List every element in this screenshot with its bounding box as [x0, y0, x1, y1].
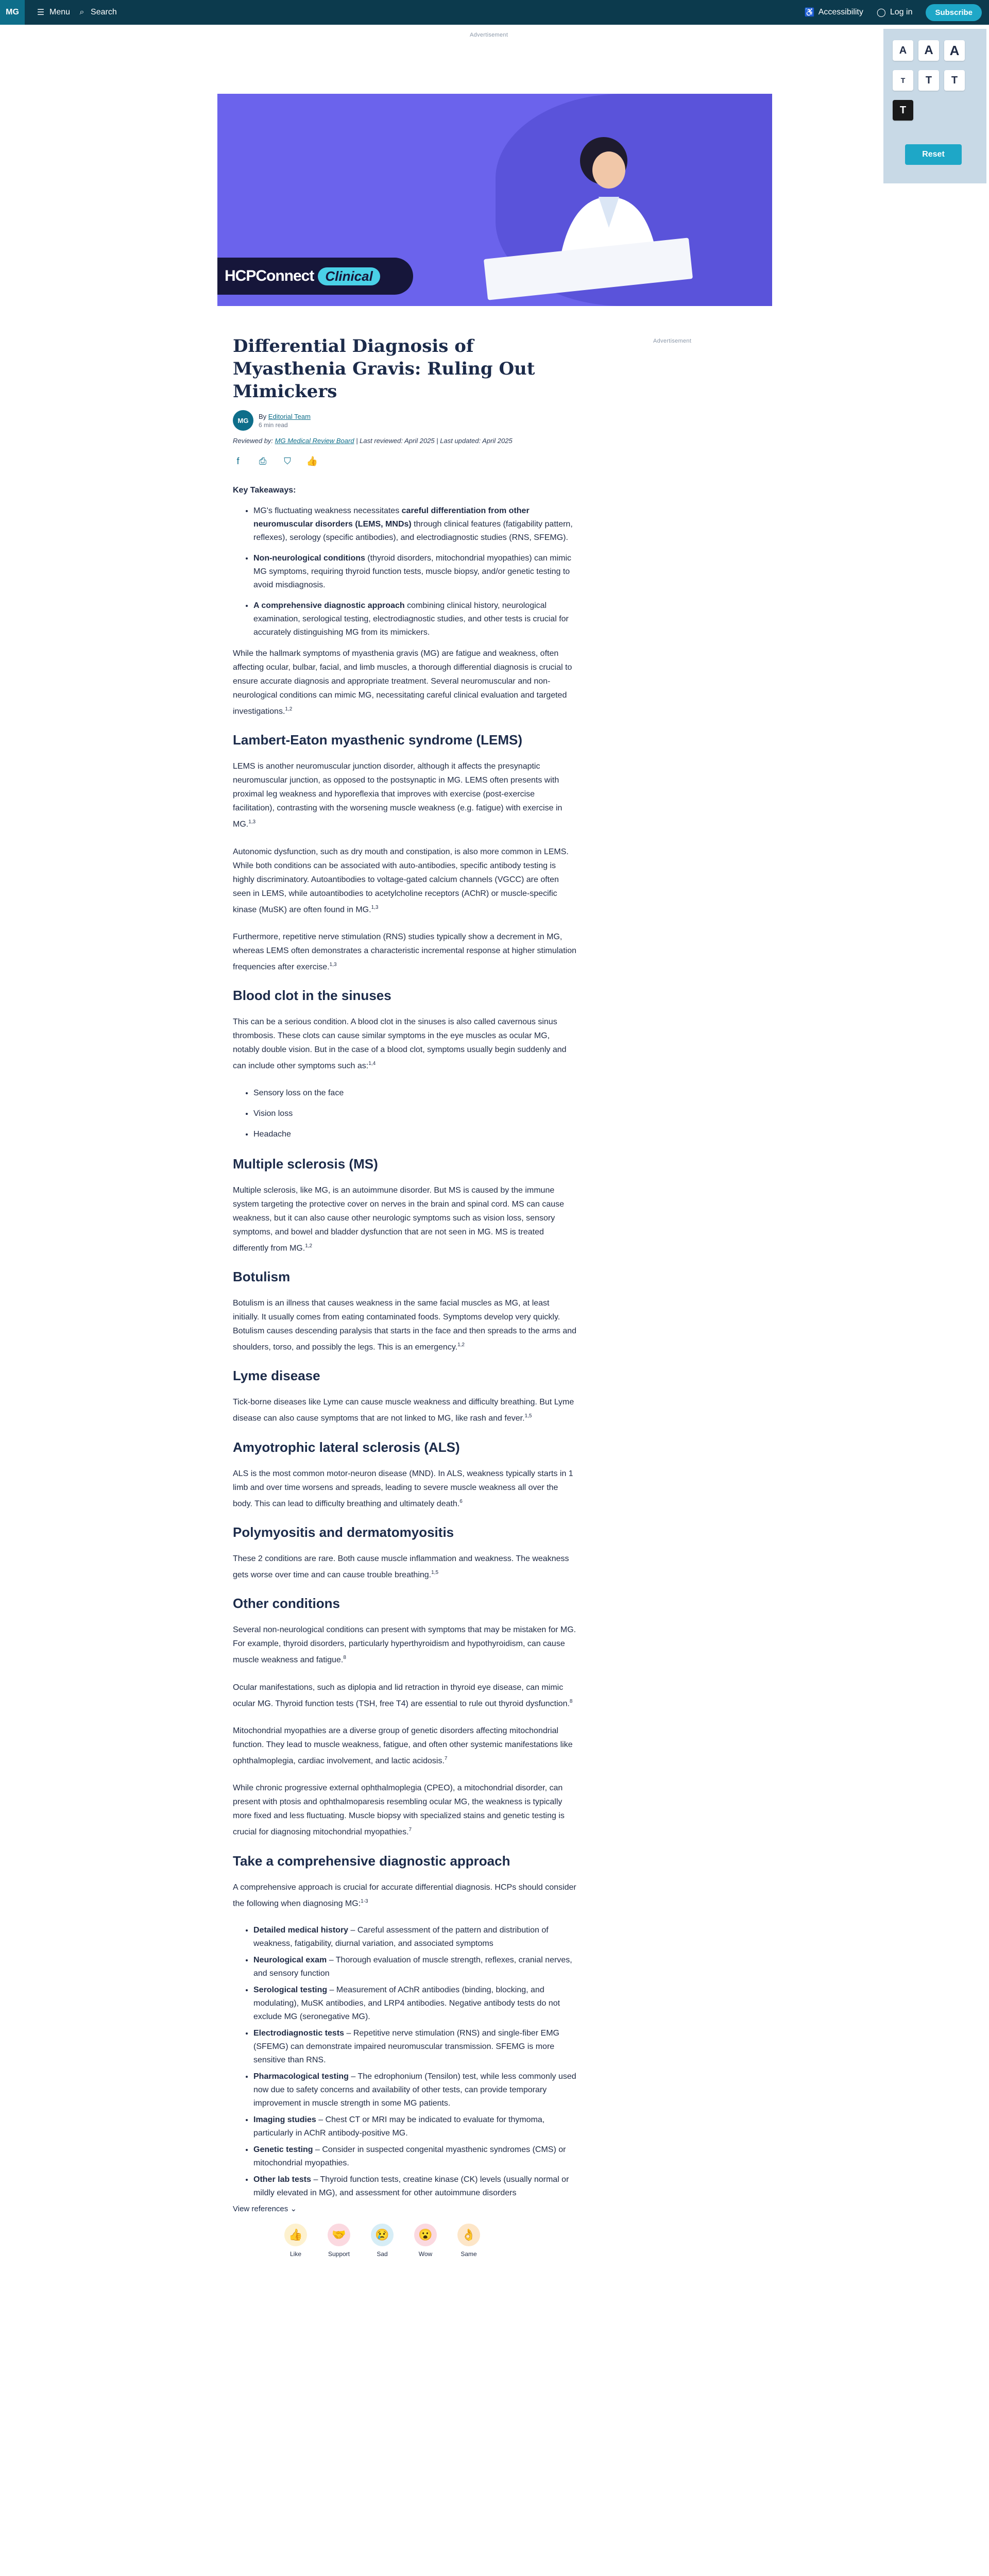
article [233, 335, 577, 2258]
paragraph [233, 759, 577, 831]
thumbs-up-icon: 👍 [284, 2224, 307, 2246]
reset-button[interactable]: Reset [905, 144, 962, 165]
print-icon[interactable]: ⎙ [259, 455, 267, 466]
list-item [253, 2113, 577, 2140]
key-takeaways [233, 486, 577, 639]
citation[interactable]: 1,5 [524, 1413, 532, 1419]
paragraph-text: Ocular manifestations, such as diplopia and lid retraction in thyroid eye disease, can mimic ocular MG. Thyroid function tests (TSH, free T4) are essential to rule out thyroid dysfunction. [233, 1683, 570, 1708]
paragraph [233, 1623, 577, 1667]
citation[interactable]: 1,3 [329, 961, 337, 968]
citation[interactable]: 1,2 [457, 1342, 465, 1348]
view-references-toggle[interactable]: View references ⌄ [233, 2204, 297, 2213]
login-label: Log in [890, 8, 913, 16]
item-text: – Consider in suspected congenital myasthenic syndromes (CMS) or mitochondrial myopathies. [253, 2145, 566, 2167]
byline [233, 410, 577, 431]
item-bold: Pharmacological testing [253, 2072, 349, 2081]
paragraph-text: These 2 conditions are rare. Both cause muscle inflammation and weakness. The weakness gets worse over time and can cause trouble breathing. [233, 1554, 569, 1580]
list-item [253, 2173, 577, 2200]
text-size-default-button[interactable] [893, 40, 913, 61]
kt-bold: careful differentiation from other neuromuscular disorders (LEMS, MNDs) [253, 506, 530, 529]
diagnostic-list [233, 1924, 577, 2200]
section-heading: Lambert-Eaton myasthenic syndrome (LEMS) [233, 732, 522, 748]
brand-tag: Clinical [318, 267, 380, 285]
item-bold: Serological testing [253, 1985, 328, 1994]
text-size-label: A [899, 44, 907, 56]
ok-hand-icon: 👌 [457, 2224, 480, 2246]
list-item [253, 2027, 577, 2067]
citation[interactable]: 8 [343, 1655, 346, 1661]
paragraph [233, 1296, 577, 1354]
reaction-like[interactable] [284, 2224, 307, 2258]
citation[interactable]: 6 [459, 1498, 463, 1504]
text-size-larger-button[interactable] [944, 40, 965, 61]
wow-face-icon: 😮 [414, 2224, 437, 2246]
paragraph-text: This can be a serious condition. A blood clot in the sinuses is also called cavernous sinus thrombosis. These clots can cause similar symptoms in the eye muscles as ocular MG, notably double vision. But in the case of a blood clot, symptoms usually begin suddenly and can include other symptoms such as: [233, 1018, 567, 1071]
list-item [253, 2143, 577, 2170]
contrast-label: T [951, 74, 958, 86]
intro-paragraph [233, 647, 577, 718]
reviewer-link[interactable]: MG Medical Review Board [275, 437, 354, 445]
accessibility-label: Accessibility [818, 8, 863, 16]
paragraph-text: LEMS is another neuromuscular junction disorder, although it affects the presynaptic neuromuscular junction, as opposed to the postsynaptic in MG. LEMS often presents with proximal leg weakness and hyporeflexia that improves with exercise (post-exercise facilitation), contrasting with the worsening muscle weakness (e.g. fatigue) with exercise in MG. [233, 762, 562, 829]
sad-face-icon: 😢 [371, 2224, 394, 2246]
text-size-label: A [949, 42, 960, 58]
paragraph-text: Botulism is an illness that causes weakness in the same facial muscles as MG, at least initially. It usually comes from eating contaminated foods. Symptoms develop very quickly. Botulism causes descending paralysis that starts in the face and then spreads to the arms and shoulders, torso, and possibly the legs. This is an emergency. [233, 1298, 577, 1352]
contrast-label: T [899, 104, 907, 116]
list-item: • Vision loss [253, 1107, 577, 1121]
item-bold: Detailed medical history [253, 1925, 349, 1935]
hero-image [217, 94, 772, 306]
text-size-label: A [924, 43, 933, 57]
accessibility-panel [883, 29, 986, 183]
section-heading: Polymyositis and dermatomyositis [233, 1524, 454, 1540]
paragraph-text: Autonomic dysfunction, such as dry mouth and constipation, is also more common in LEMS. While both conditions can be associated with auto-antibodies, specific antibody testing is highly discriminatory. Autoantibodies to voltage-gated calcium channels (VGCC) are often seen in LEMS, while autoantibodies to acetylcholine receptors (AChR) or muscle-specific kinase (MuSK) are often found in MG. [233, 847, 569, 914]
paragraph-text: Tick-borne diseases like Lyme can cause muscle weakness and difficulty breathing. But Lyme disease can also cause symptoms that are not linked to MG, like rash and fever. [233, 1398, 574, 1423]
read-time: 6 min read [259, 421, 288, 429]
list-item [253, 552, 577, 592]
user-icon: ◯ [876, 8, 886, 17]
list-item: • Headache [253, 1128, 577, 1141]
citation[interactable]: 1-3 [361, 1898, 368, 1904]
accessibility-icon: ♿ [804, 8, 815, 17]
item-text: – The edrophonium (Tensilon) test, while less commonly used now due to safety concerns and availability of other tests, can provide temporary improvement in muscle strength in some MG patients. [253, 2072, 576, 2108]
citation[interactable]: 7 [444, 1755, 448, 1761]
handshake-icon: 🤝 [328, 2224, 350, 2246]
site-logo[interactable]: MG [0, 0, 25, 25]
paragraph [233, 1781, 577, 1839]
item-bold: Imaging studies [253, 2115, 316, 2124]
item-text: – Thyroid function tests, creatine kinase (CK) levels (usually normal or mildly elevated in MG), and assessment for other autoimmune disorders [253, 2175, 569, 2197]
citation[interactable]: 8 [569, 1698, 573, 1704]
search-button[interactable] [77, 8, 117, 17]
kt-text: MG's fluctuating weakness necessitates [253, 506, 402, 515]
paragraph [233, 1395, 577, 1425]
login-button[interactable] [877, 8, 913, 17]
kt-bold: A comprehensive diagnostic approach [253, 601, 405, 610]
list-item: • Sensory loss on the face [253, 1087, 577, 1100]
section-heading: Lyme disease [233, 1368, 320, 1384]
item-text: – Measurement of AChR antibodies (binding, blocking, and modulating), MuSK antibodies, and LRP4 antibodies. Negative antibody tests do not exclude MG (seronegative MG). [253, 1985, 560, 2021]
facebook-icon[interactable]: f [236, 455, 240, 466]
contrast-light-button[interactable] [918, 70, 939, 91]
item-text: – Repetitive nerve stimulation (RNS) and single-fiber EMG (SFEMG) can demonstrate impaired neuromuscular transmission. SFEMG is more sensitive than RNS. [253, 2028, 559, 2064]
author-avatar: MG [233, 410, 253, 431]
contrast-label: T [925, 74, 932, 86]
reaction-label: Same [461, 2250, 477, 2258]
list-item [253, 504, 577, 545]
accessibility-button[interactable] [805, 8, 863, 17]
reaction-label: Support [328, 2250, 350, 2258]
reaction-label: Sad [377, 2250, 388, 2258]
paragraph [233, 845, 577, 917]
reaction-label: Wow [418, 2250, 433, 2258]
symptom-list [233, 1087, 577, 1141]
citation[interactable]: 1,3 [248, 819, 256, 825]
search-label: Search [91, 8, 117, 16]
list-item [253, 1924, 577, 1951]
paragraph [233, 1681, 577, 1710]
item-text: – Chest CT or MRI may be indicated to evaluate for thymoma, particularly in AChR antibody-positive MG. [253, 2115, 545, 2138]
ad-label-top: Advertisement [470, 32, 508, 38]
by-label: By [259, 412, 267, 420]
citation[interactable]: 7 [408, 1827, 412, 1833]
like-icon[interactable]: 👍 [306, 455, 318, 466]
item-text: – Thorough evaluation of muscle strength, reflexes, cranial nerves, and sensory function [253, 1955, 572, 1978]
kt-text: combining clinical history, neurological examination, serological testing, electrodiagnostic studies, and other tests is crucial for accurately distinguishing MG from its mimickers. [253, 601, 569, 637]
citation[interactable]: 1,5 [431, 1569, 439, 1575]
item-bold: Neurological exam [253, 1955, 327, 1964]
citation[interactable]: 1,2 [305, 1243, 313, 1249]
section-heading: Amyotrophic lateral sclerosis (ALS) [233, 1439, 460, 1455]
reaction-sad[interactable] [371, 2224, 394, 2258]
hamburger-icon: ☰ [37, 8, 45, 17]
top-nav [0, 0, 989, 25]
contrast-default-button[interactable] [893, 70, 913, 91]
paragraph-text: Mitochondrial myopathies are a diverse group of genetic disorders affecting mitochondrial function. They lead to muscle weakness, fatigue, and often other systemic manifestations like ophthalmoplegia, cardiac involvement, and lactic acidosis. [233, 1726, 573, 1766]
paragraph [233, 1552, 577, 1582]
citation[interactable]: 1,3 [371, 904, 379, 910]
reaction-wow[interactable] [414, 2224, 437, 2258]
reaction-support[interactable] [328, 2224, 350, 2258]
item-bold: Electrodiagnostic tests [253, 2028, 345, 2038]
share-bar [233, 456, 577, 466]
article-title: Differential Diagnosis of Myasthenia Gravis: Ruling Out Mimickers [233, 336, 535, 402]
paragraph-text: Multiple sclerosis, like MG, is an autoimmune disorder. But MS is caused by the immune system targeting the protective cover on nerves in the brain and spinal cord. MS can cause weakness, but it can also cause other neurologic symptoms such as vision loss, sensory symptoms, and bowel and bladder dysfunction that are not seen in MG. MS is treated differently from MG. [233, 1185, 565, 1252]
reviewed-prefix: Reviewed by: [233, 437, 274, 445]
reviewed-suffix: | Last reviewed: April 2025 | Last updated: April 2025 [356, 437, 513, 445]
kt-bold: Non-neurological conditions [253, 554, 365, 563]
list-item [253, 1954, 577, 1980]
paragraph-text: While the hallmark symptoms of myasthenia gravis (MG) are fatigue and weakness, often affecting ocular, bulbar, facial, and limb muscles, a thorough differential diagnosis is crucial to ensure accurate diagnosis and appropriate treatment. Several neuromuscular and non-neurological conditions can mimic MG, necessitating careful clinical evaluation and targeted investigations. [233, 649, 572, 716]
section-heading: Botulism [233, 1268, 291, 1284]
contrast-medium-button[interactable] [944, 70, 965, 91]
section-heading: Other conditions [233, 1596, 340, 1612]
ad-label-side: Advertisement [653, 338, 692, 344]
item-text: – Careful assessment of the pattern and distribution of weakness, fatigability, diurnal variation, and associated symptoms [253, 1925, 549, 1948]
reaction-label: Like [289, 2250, 301, 2258]
review-info [233, 437, 577, 445]
list-item [253, 2070, 577, 2110]
citation[interactable]: 1,4 [368, 1061, 376, 1067]
menu-button[interactable] [36, 8, 70, 17]
paragraph-text: While chronic progressive external ophthalmoplegia (CPEO), a mitochondrial disorder, can present with ptosis and ophthalmoparesis resembling ocular MG, the weakness is typically more fixed and less fluctuating. Muscle biopsy with specialized stains and genetic testing is crucial for diagnosing mitochondrial myopathies. [233, 1784, 565, 1837]
item-bold: Other lab tests [253, 2175, 312, 2184]
paragraph-text: ALS is the most common motor-neuron disease (MND). In ALS, weakness typically starts in 1 limb and over time worsens and spreads, leading to severe muscle weakness all over the body. This can lead to difficulty breathing and ultimately death. [233, 1469, 573, 1508]
section-heading: Blood clot in the sinuses [233, 988, 391, 1004]
reaction-same[interactable] [457, 2224, 480, 2258]
paragraph [233, 930, 577, 974]
subscribe-button[interactable]: Subscribe [926, 4, 982, 21]
paragraph-text: Several non-neurological conditions can present with symptoms that may be mistaken for MG. For example, thyroid disorders, particularly hyperthyroidism and hypothyroidism, can cause muscle weakness and fatigue. [233, 1625, 576, 1665]
section-heading: Take a comprehensive diagnostic approach [233, 1853, 510, 1869]
paragraph [233, 1183, 577, 1255]
list-item [253, 599, 577, 639]
paragraph-text: Furthermore, repetitive nerve stimulation (RNS) studies typically show a decrement in MG, whereas LEMS often demonstrates a characteristic incremental response at higher stimulation frequencies after exercise. [233, 932, 576, 972]
paragraph [233, 1880, 577, 1910]
kt-text: through clinical features (fatigability pattern, reflexes), serology (specific antibodies), and electrodiagnostic studies (RNS, SFEMG). [253, 520, 573, 542]
paragraph [233, 1724, 577, 1768]
brand-name: HCPConnect [225, 267, 314, 284]
reactions-bar [284, 2224, 577, 2258]
contrast-dark-button[interactable] [893, 100, 913, 121]
citation[interactable]: 1,2 [285, 706, 293, 712]
section-heading: Multiple sclerosis (MS) [233, 1156, 378, 1172]
item-bold: Genetic testing [253, 2145, 313, 2154]
text-size-large-button[interactable] [918, 40, 939, 61]
key-takeaways-title: Key Takeaways: [233, 486, 296, 495]
paragraph-text: A comprehensive approach is crucial for accurate differential diagnosis. HCPs should consider the following when diagnosing MG: [233, 1883, 576, 1908]
menu-label: Menu [49, 8, 71, 16]
list-item [253, 1984, 577, 2024]
contrast-label: T [900, 76, 906, 84]
search-icon: ⌕ [79, 8, 84, 16]
kt-text: (thyroid disorders, mitochondrial myopathies) can mimic MG symptoms, requiring thyroid function tests, muscle biopsy, and/or genetic testing to avoid misdiagnosis. [253, 554, 572, 589]
paragraph [233, 1015, 577, 1073]
hcpconnect-badge [217, 258, 413, 295]
bookmark-icon[interactable]: ⛉ [284, 455, 291, 466]
author-link[interactable]: Editorial Team [268, 412, 311, 420]
paragraph [233, 1467, 577, 1511]
